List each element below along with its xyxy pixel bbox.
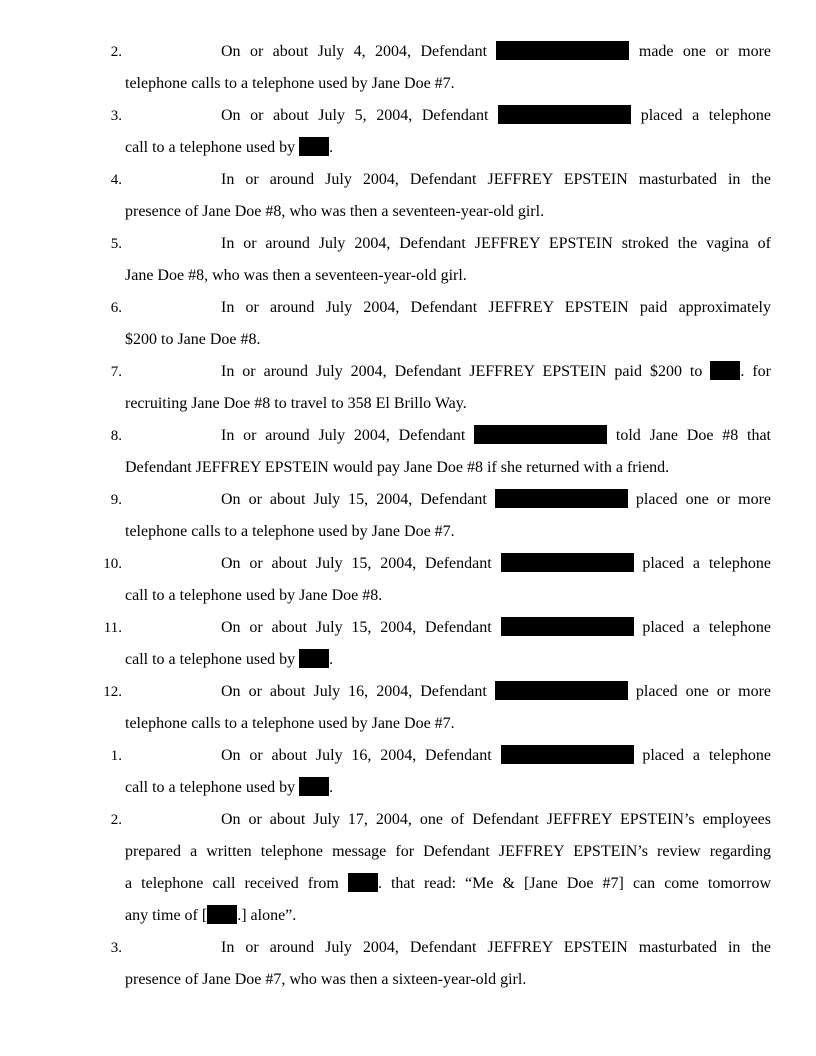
paragraph-line: On or about July 16, 2004, Defendant placed one or more	[221, 683, 772, 700]
redaction-box	[299, 777, 329, 796]
redaction-box	[474, 425, 607, 444]
paragraph-number: 9.	[110, 492, 122, 508]
paragraph-line: In or around July 2004, Defendant JEFFREY EPSTEIN stroked the vagina of	[221, 235, 771, 252]
redaction-box	[496, 41, 629, 60]
redaction-box	[498, 105, 631, 124]
paragraph-line: In or around July 2004, Defendant JEFFREY EPSTEIN masturbated in the	[221, 939, 771, 956]
paragraph-line: On or about July 15, 2004, Defendant placed one or more	[221, 491, 772, 508]
paragraph-line: On or about July 4, 2004, Defendant made one or more	[221, 43, 772, 60]
paragraph-line: $200 to Jane Doe #8.	[125, 331, 261, 348]
redaction-box	[299, 649, 329, 668]
paragraph-line: recruiting Jane Doe #8 to travel to 358 El Brillo Way.	[125, 395, 467, 412]
paragraph-line: In or around July 2004, Defendant JEFFREY EPSTEIN paid approximately	[221, 299, 771, 316]
paragraph-line: presence of Jane Doe #7, who was then a sixteen-year-old girl.	[125, 971, 527, 988]
paragraph-number: 5.	[110, 236, 122, 252]
paragraph-number: 6.	[110, 300, 122, 316]
paragraph-line: telephone calls to a telephone used by Jane Doe #7.	[125, 715, 455, 732]
paragraph-line: any time of [ .] alone”.	[125, 907, 297, 924]
paragraph-line: a telephone call received from . that read: “Me & [Jane Doe #7] can come tomorrow	[125, 875, 771, 892]
paragraph-number: 2.	[110, 812, 122, 828]
paragraph-number: 7.	[110, 364, 122, 380]
paragraph-line: On or about July 15, 2004, Defendant placed a telephone	[221, 619, 772, 636]
paragraph-line: In or around July 2004, Defendant JEFFREY EPSTEIN masturbated in the	[221, 171, 771, 188]
redaction-box	[501, 617, 634, 636]
paragraph-line: On or about July 16, 2004, Defendant placed a telephone	[221, 747, 772, 764]
paragraph-line: telephone calls to a telephone used by Jane Doe #7.	[125, 523, 455, 540]
redaction-box	[495, 681, 628, 700]
paragraph-line: On or about July 15, 2004, Defendant placed a telephone	[221, 555, 772, 572]
paragraph-number: 1.	[110, 748, 122, 764]
redaction-box	[495, 489, 628, 508]
paragraph-number: 12.	[103, 684, 122, 700]
paragraph-number: 2.	[110, 44, 122, 60]
redaction-box	[348, 873, 378, 892]
paragraph-line: presence of Jane Doe #8, who was then a seventeen-year-old girl.	[125, 203, 545, 220]
paragraph-line: Jane Doe #8, who was then a seventeen-year-old girl.	[125, 267, 467, 284]
paragraph-line: telephone calls to a telephone used by Jane Doe #7.	[125, 75, 455, 92]
paragraph-line: call to a telephone used by Jane Doe #8.	[125, 587, 383, 604]
paragraph-line: prepared a written telephone message for Defendant JEFFREY EPSTEIN’s review regarding	[125, 843, 771, 860]
paragraph-line: In or around July 2004, Defendant told Jane Doe #8 that	[221, 427, 772, 444]
paragraph-line: In or around July 2004, Defendant JEFFREY EPSTEIN paid $200 to . for	[221, 363, 771, 380]
paragraph-number: 4.	[110, 172, 122, 188]
paragraph-number: 3.	[110, 940, 122, 956]
paragraph-line: call to a telephone used by .	[125, 779, 334, 796]
paragraph-line: call to a telephone used by .	[125, 651, 334, 668]
redaction-box	[501, 745, 634, 764]
redaction-box	[207, 905, 237, 924]
paragraph-number: 3.	[110, 108, 122, 124]
paragraph-line: On or about July 17, 2004, one of Defendant JEFFREY EPSTEIN’s employees	[221, 811, 771, 828]
paragraph-line: On or about July 5, 2004, Defendant placed a telephone	[221, 107, 772, 124]
redaction-box	[710, 361, 740, 380]
paragraph-number: 11.	[103, 620, 122, 636]
redaction-box	[501, 553, 634, 572]
redaction-box	[299, 137, 329, 156]
paragraph-line: call to a telephone used by .	[125, 139, 334, 156]
paragraph-number: 10.	[103, 556, 122, 572]
paragraph-line: Defendant JEFFREY EPSTEIN would pay Jane Doe #8 if she returned with a friend.	[125, 459, 670, 476]
paragraph-number: 8.	[110, 428, 122, 444]
